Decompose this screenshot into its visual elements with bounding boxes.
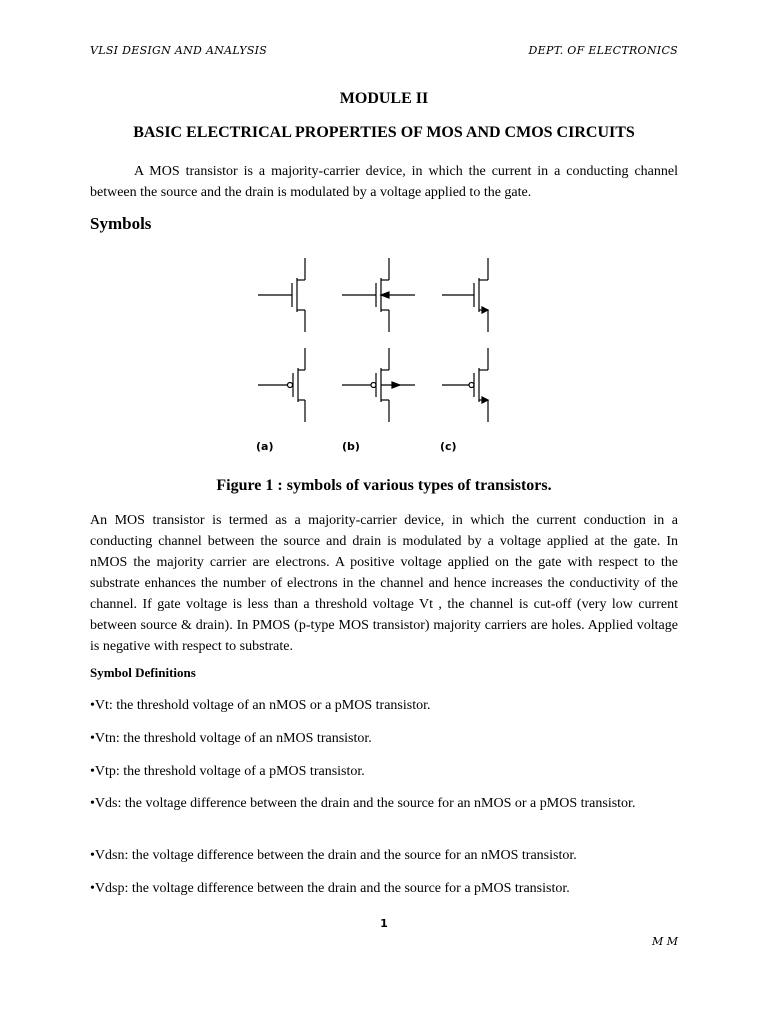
symbol-a-row1	[258, 258, 305, 332]
definition-item-vds: •Vds: the voltage difference between the drain and the source for an nMOS or a pMOS transistor.	[90, 796, 636, 811]
figure-caption: Figure 1 : symbols of various types of transistors.	[216, 477, 552, 494]
figure-label-a: (a)	[256, 440, 274, 453]
chapter-title: BASIC ELECTRICAL PROPERTIES OF MOS AND CMOS CIRCUITS	[133, 124, 635, 141]
transistor-symbols-figure	[250, 250, 530, 460]
definitions-heading: Symbol Definitions	[90, 665, 196, 680]
figure-label-c: (c)	[440, 440, 457, 453]
intro-paragraph: A MOS transistor is a majority-carrier device, in which the current in a conducting channel between the source and the drain is modulated by a voltage applied to the gate.	[90, 164, 678, 200]
symbol-a-row2	[258, 348, 305, 422]
symbol-c-row1	[442, 258, 488, 332]
running-header-department: DEPT. OF ELECTRONICS	[528, 44, 678, 57]
definition-item-vtp: •Vtp: the threshold voltage of a pMOS transistor.	[90, 764, 365, 779]
definition-item-vdsp: •Vdsp: the voltage difference between the drain and the source for a pMOS transistor.	[90, 881, 570, 896]
symbol-b-row1	[342, 258, 415, 332]
running-header-course: VLSI DESIGN AND ANALYSIS	[90, 44, 268, 57]
definition-item-vt: •Vt: the threshold voltage of an nMOS or a pMOS transistor.	[90, 698, 431, 713]
body-paragraph: An MOS transistor is termed as a majority-carrier device, in which the current conduction in a conducting channel between the source and drain is modulated by a voltage applied at the gate. In nMOS the majority carrier are electrons. A positive voltage applied on the gate with respect to the substrate enhances the number of electrons in the channel and hence increases the conductivity of the channel. If gate voltage is less than a threshold voltage Vt , the channel is cut-off (very low current between source & drain). In PMOS (p-type MOS transistor) majority carriers are holes. Applied voltage is negative with respect to substrate.	[90, 513, 678, 654]
module-heading: MODULE II	[339, 90, 429, 107]
figure-label-b: (b)	[342, 440, 360, 453]
symbols-heading: Symbols	[90, 214, 152, 233]
symbol-c-row2	[442, 348, 488, 422]
page-number: 1	[380, 917, 388, 930]
definition-item-vtn: •Vtn: the threshold voltage of an nMOS transistor.	[90, 731, 372, 746]
symbol-b-row2	[342, 348, 415, 422]
definition-item-vdsn: •Vdsn: the voltage difference between the drain and the source for an nMOS transistor.	[90, 848, 577, 863]
author-initials: M M	[651, 935, 678, 948]
